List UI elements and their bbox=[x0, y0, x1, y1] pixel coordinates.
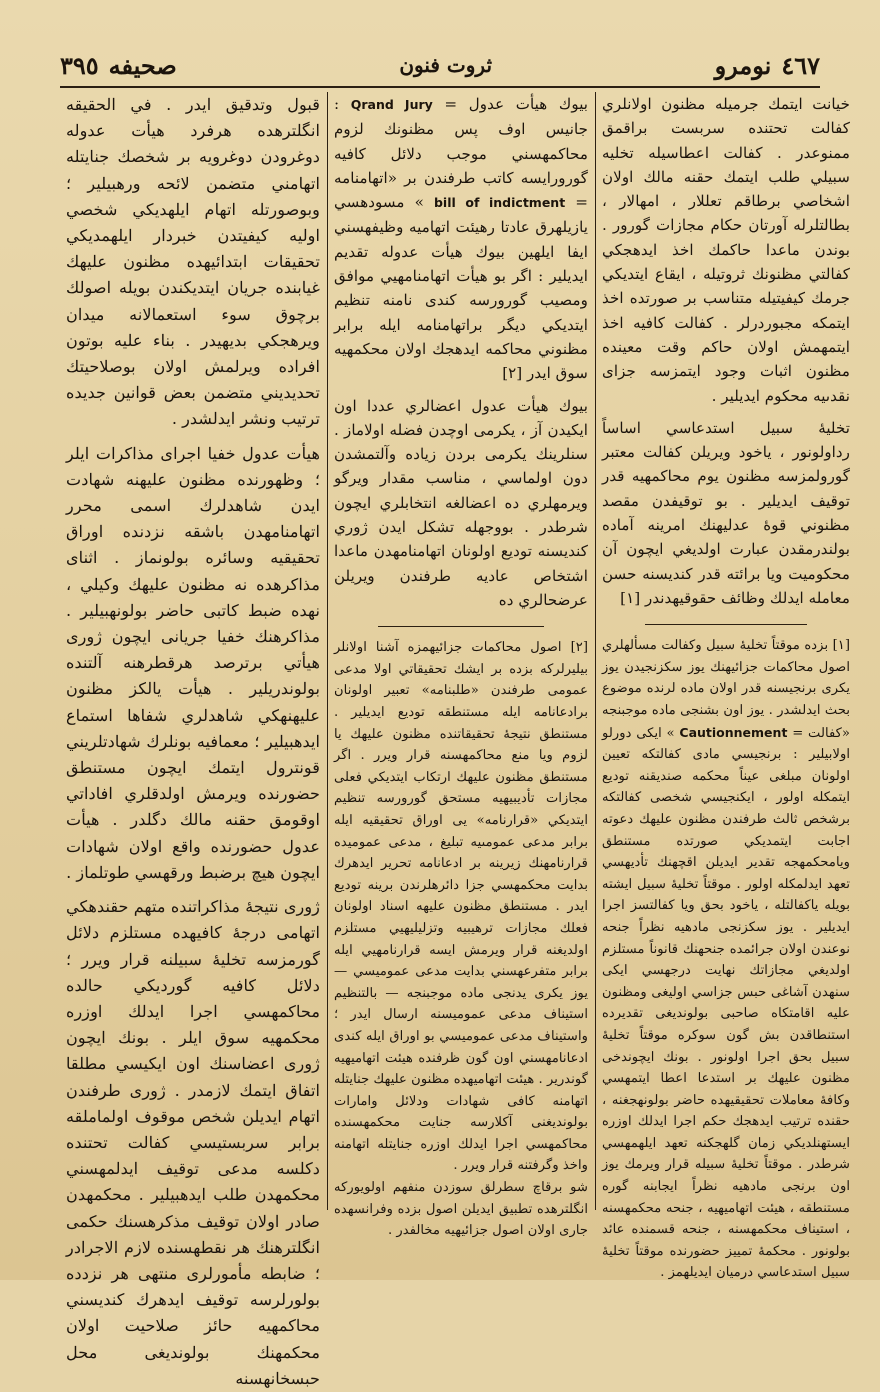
footnote-2: [٢] اصول محاكمات جزائيهمزه آشنا اولانلر بيليرلركه بزده بر ايشك تحقيقاتي اولا مدعى عمومى طرفندن «طلبنامه» تعبير اولونان برادعانامه ايله مستنطقه توديع ايديلير . مستنطق نتيجهٔ تحقيقاتنده مظنون عليهك يا لزوم ويا منع محاكمهسنه قرار ويرر . اگر مستنطق مظنون عليهك ارتكاب ايتديكي فعلى مجازات تأديبيهيه مستحق گورورسه تنظيم ايتديكي «قرارنامه» يى اوراق تحقيقيه ايله برابر مدعى عمومىيه تبليغ ، مدعى عموميده قرارنامهنك زيرينه بر ادعانامه تحرير ايدهرك بدايت محكمهسي جزا دائرهلرندن برينه توديع ايدر . مستنطق مظنون عليهه اسناد اولونان فعلك مجازات ترهيبيه وتزليليهيي مستلزم اولديغنه قرار ويرمش ايسه قرارنامهيي ايله برابر متفرعهسني بدايت مدعى عموميسي — يوز يكرى يدنجى ماده موجبنجه — بالتنظيم استيناف مدعى عموميسنه ارسال ايدر ؛ واستيناف مدعى عموميسي بو اوراق ايله كندى ادعانامهسني اون گون ظرفنده هيئت اتهاميهيه گوندرير . هيئت اتهاميهده مظنون عليهك جنايتله اتهامنه كافى شهادات ودلائل وامارات بولونديغنى آكلارسه جنايت محكمهسنده محاكمهسي اجرا ايدلك اوزره جنايتله اتهامنه واخذ وگرفتنه قرار ويرر . bbox=[334, 640, 588, 1174]
page-number-value: ٣٩٥ bbox=[60, 50, 99, 80]
column-divider-right bbox=[595, 92, 596, 1210]
paragraph bbox=[334, 92, 588, 386]
issue-number-label: نومرو bbox=[714, 50, 772, 80]
paragraph: بيوك هيأت عدول اعضالري عددا اون ايكيدن آز ، يكرمى اوچدن فضله اولاماز . سنلرينك يكرمى بردن زياده وآلتمشدن دون اولماسي ، مناسب مقدار ويرگو ويرمهلري ده اعضالغه انتخابلري ايچون شرطدر . بووجهله تشكل ايدن ژوري كنديسنه توديع اولونان اتهامنامهدن ماعدا اشتخاص عاديه طرفندن ويريلن عرضحالري ده bbox=[334, 396, 588, 609]
paragraph: تخليهٔ سبيل استدعاسي اساساً رداولونور ، ياخود ويريلن كفالت معتبر گورولمزسه مظنون يوم محاكمهيه قدر توقيف ايديلير . بو توقيفدن مقصد مظنوني قوهٔ عدليهنك امرينه آماده بولندرمقدن عبارت اولديغي ايچون آن محكوميت ويا برائته قدر كنديسنه حسن معامله ايدلك وظائف حقوقيهدندر [١] bbox=[602, 418, 850, 607]
page-number-label: صحيفه bbox=[108, 50, 177, 80]
paragraph-text: » مسودهسي يازيلهرق عادتا رهيئت اتهاميه وظيفهسني ايفا ايلهين بيوك هيأت عدوله تقديم ايديلير : اگر بو هيأت اتهامنامهيي موافق ومصيب گورورسه كندى نامنه تنظيم ايتديكي ديگر براتهامنامه ايله برابر مظنوني محاكمه ايدهجك اولان محكمهيه سوق ايدر [٢] bbox=[334, 193, 588, 383]
footnote-divider bbox=[645, 624, 806, 625]
issue-number bbox=[715, 51, 820, 80]
footnote-2-end: شو برقاچ سطرلق سوزدن منفهم اولويوركه انگلترهده تطبيق ايديلن اصول بزده وفرانسهده جارى اولان اصول جزائيهيه مخالفدر . bbox=[334, 1180, 588, 1239]
footnote-text: [١] بزده موقتاً تخليهٔ سبيل وكفالت مسألهلري اصول محاكمات جزائيهنك يوز سكزنجيدن يوز يكرى برنجيسنه قدر اولان ماده لرنده موضوع بحث ايدلشدر . يوز اون بشنجى ماده موجبنجه «كفالت = bbox=[602, 638, 850, 741]
paragraph: هيأت عدول خفيا اجراى مذاكرات ايلر ؛ وظهورنده مظنون عليهنه شهادت ايدن شاهدلرك اسمى محرر اتهامنامهدن باشقه نزدنده اوراق تحقيقيه وسائره بولونماز . اثناى مذاكرهده نه مظنون عليهك وكيلي ، نهده ضبط كاتبى حاضر بولونهبيلير . مذاكرهنك خفيا جريانى ايچون ژورى هيأتي برترصد هرقطرهنه آلتنده بولوندريلير . هيأت يالكز مظنون عليهنهكي شاهدلري شفاها استماع ايدهبيلير ؛ معمافيه بونلرك شهادتلريني قونترول ايتمك ايچون مستنطق حضورنده ويرمش اولدقلري افاداتي اوقومق حقنه مالك دگلدر . هيأت عدول حضورنده واقع اولان شهادات ايچون هيچ برضبط ورقهسي طوتلماز . bbox=[66, 443, 320, 882]
paragraph: ژورى نتيجهٔ مذاكراتنده متهم حقندهكي اتهامى درجهٔ كافيهده مستلزم دلائل گورمزسه تخليهٔ سبيلنه قرار ويرر ؛ دلائل كافيه گورديكي حالده محاكمهسي اجرا ايدلك اوزره محكمهيه سوق ايلر . بونك ايچون ژورى اعضاسنك اون ايكيسي مطلقا اتفاق ايتمك لازمدر . ژورى طرفندن اتهام ايديلن شخص موقوف اولماملقه برابر سربستيسي كفالت تحتنده دكلسه مدعى توقيف ايدلمهسني محكمهدن طلب ايدهبيلير . محكمهدن صادر اولان توقيف مذكرهسنك حكمى انگلترهنك هر نقطهسنده لازم الاجرادر ؛ ضابطه مأمورلرى منتهى هر نزدده بولورلرسه توقيف ايدهرك كنديسني محاكمهيه حائز صلاحيت اولان محكمهنك بولونديغى محل حبسخانهسنه bbox=[66, 897, 320, 1388]
latin-term: Qrand Jury bbox=[350, 97, 433, 112]
footnote-text: » ايكى دورلو اولابيلير : برنجيسي مادى كفالتكه تعيين اولونان مبلغى عيناً محكمه صنديقنه توديع ايتمكله اولور ، ايكنجيسي شخصى كفالتكه برشخص ثالث طرفندن مظنون عليهك دعوته اجابت ايتمديكي صورتده مستنطق ويامحكمهجه تقدير ايديلن اقچهنك تأديهسي تعهد ايدلمكله اولور . موقتاً تخليهٔ سبيل ايشته بويله ياكفالتله ، ياخود بحق ويا كفالتسز اجرا ايديلير . يوز سكزنجى مادهيه نظراً جنحه نوعندن اولان جرائمده جنحهنك قانوناً مستلزم اولديغي مجازاتك نهايت درجهسي ايكى سنهدن آشاغى حبس جزاسي اوليغى ومظنون عليه اقامتكاه صاحبى بولونديغى تقديرده استنطاقدن بش گون سوكره موقتاً تخليهٔ سبيل بحق اجرا اولونور . بونك ايچوندخى مظنون عليهك بر استدعا اعطا ايتمهسي وكافهٔ معاملات تحقيقيهده حاضر بولونهجغنه ، حقنده ترتيب ايدهجك حكم اجرا ايدلك اوزره ايستهنلديكي زمان گلهجكنه تعهد ايلهمهسي شرطدر . موقتاً تخليهٔ سبيله قرار ويرمك يوز اون برنجى مادهيه نظراً ايجابنه گوره مستنطقه ، هيئت اتهاميهيه ، جنحه محكمهسنه ، استيناف محكمهسنه ، جنحه قسمنده عائد بولونور . محكمهٔ تمييز حضورنده موقتاً تخليهٔ سبيل استدعاسي درميان ايديلهمز . bbox=[602, 725, 850, 1281]
footnote-1 bbox=[602, 635, 850, 1284]
paragraph: قبول وتدقيق ايدر . في الحقيقه انگلترهده هرفرد هيأت عدوله دوغرودن دوغرويه بر شخصك جنايتله اتهامني متضمن لائحه ورهبيلير ؛ وبوصورتله اتهام ايلهديكي شخصي اوليه كيفيتدن خبردار ايلهمديكي تحقيقات ابتدائيهده مظنون عليهك غيابنده جريان ايتديكندن بويله اصولك برچوق سوء استعمالانه ميدان ويرهجكي بديهيدر . بناء عليه بوتون افراده ويرلمش اولان بوصلاحيتك تحديديني متضمن بعض قوانين جديده ترتيب ونشر ايدلشدر . bbox=[66, 95, 320, 429]
column-right bbox=[598, 92, 854, 1281]
latin-term: Cautionnement bbox=[679, 724, 788, 740]
page-number bbox=[60, 51, 177, 80]
page-header bbox=[60, 48, 820, 82]
issue-number-value: ٤٦٧ bbox=[781, 50, 820, 80]
paragraph-text: بيوك هيأت عدول = bbox=[444, 95, 589, 113]
column-middle bbox=[330, 92, 592, 1239]
latin-term: bill of indictment bbox=[433, 195, 566, 211]
header-rule bbox=[60, 86, 820, 88]
paragraph: خيانت ايتمك جرميله مظنون اولانلري كفالت تحتنده سربست براقمق ممنوعدر . كفالت اعطاسيله تخليه سبيلي طلب ايتمك حقنه مالك اولان اشخاصي برطاقم تعللار ، امهالار ، بطالتلرله آورتان حكام مجازات گورور . بوندن ماعدا حاكمك اخذ ايدهجكي كفالتي مظنونك ثروتيله ، ايقاع ايتديكي جرمك كيفيتيله متناسب بر صورتده اخذ ايتمكه مجبوردرلر . كفالت كافيه اخذ ايتمهمش اولان حاكم وقت معينده مظنون اثبات وجود ايتمزسه جزاى نقدىيه محكوم ايديلير . bbox=[602, 95, 850, 405]
footnote-divider bbox=[378, 626, 543, 627]
column-left bbox=[62, 92, 324, 1388]
journal-title: ثروت فنون bbox=[399, 53, 493, 77]
column-divider-left bbox=[327, 92, 328, 1210]
paragraph-text: : جانيس اوف پس مظنونك لزوم محاكمهسني موجب دلائل كافيه گورورايسه كاتب طرفندن بر «اتهامنامه = bbox=[334, 95, 588, 212]
